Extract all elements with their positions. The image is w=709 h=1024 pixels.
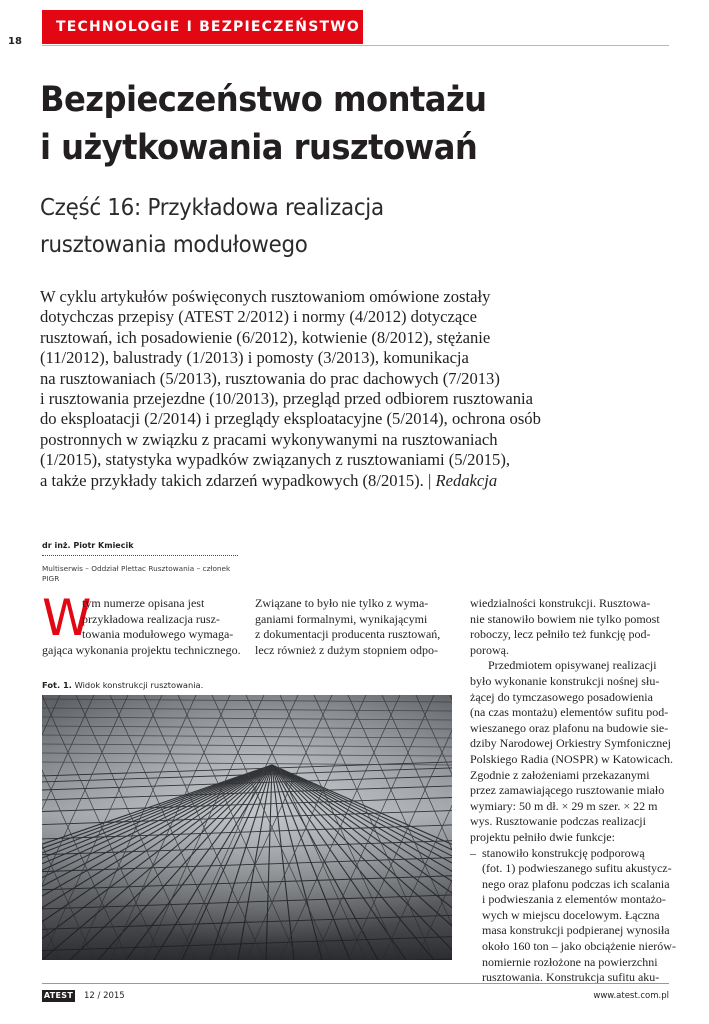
lead-paragraph [40,287,600,491]
body-line: porową. [470,642,509,657]
body-line: Zgodnie z założeniami przekazanymi [470,767,650,782]
lead-signature: Redakcja [435,470,498,490]
atest-logo: ATEST [43,991,74,1000]
subtitle-line-2: rusztowania modułowego [40,232,308,258]
body-line: było wykonanie konstrukcji nośnej słu- [470,673,660,688]
article-subtitle [40,190,635,264]
body-line: wych w miejscu docelowym. Łączna [470,907,660,922]
title-line-1: Bezpieczeństwo montażu [40,80,487,120]
title-line-2: i użytkowania rusztowań [40,128,478,168]
photo-label: Fot. 1. [42,680,72,690]
body-line: wieszanego oraz plafonu na budowie sie- [470,720,669,735]
article-title [40,76,629,172]
lead-line: na rusztowaniach (5/2013), rusztowania do prac dachowych (7/2013) [40,368,500,388]
body-line: Związane to było nie tylko z wyma- [255,596,429,610]
lead-line: (11/2012), balustrady (1/2013) i pomosty (3/2013), komunikacja [40,348,469,368]
website-link[interactable]: www.atest.com.pl [593,991,669,1001]
body-line: przez zamawiającego rusztowanie miało [470,783,665,798]
author-name: dr inż. Piotr Kmiecik [42,541,238,556]
lead-line: i rusztowania przejezdne (10/2013), przegląd przed odbiorem rusztowania [40,389,534,409]
body-line: wiedzialności konstrukcji. Rusztowa- [470,596,651,610]
scaffolding-photo-image [42,695,452,960]
body-line: rusztowania. Konstrukcja sufitu aku- [470,970,660,985]
lead-last-text: a także przykłady takich zdarzeń wypadkowych (8/2015). | [40,470,432,490]
body-line: nie stanowiło bowiem nie tylko pomost [470,611,660,626]
lead-line: do eksploatacji (2/2014) i przeglądy eksploatacyjne (5/2014), ochrona osób [40,409,541,429]
body-line: i podwieszania z elementów montażo- [470,892,666,907]
author-affiliation [42,564,252,584]
issue-number: 12 / 2015 [84,991,125,1001]
affiliation-line-1: Multiserwis – Oddział Plettac Rusztowania – członek [42,564,231,573]
column-2 [255,596,455,658]
body-line: dziby Narodowej Orkiestry Symfonicznej [470,736,671,751]
footer-rule [42,983,669,984]
section-label-box [42,10,363,44]
photo-caption [42,680,203,690]
scaffolding-photo [42,695,452,960]
photo-caption-text: Widok konstrukcji rusztowania. [74,680,204,690]
lead-line: W cyklu artykułów poświęconych rusztowaniom omówione zostały [40,287,491,306]
body-line: tym numerze opisana jest [82,596,205,610]
body-line: (fot. 1) podwieszanego sufitu akustycz- [470,861,672,876]
body-line: (na czas montażu) elementów sufitu pod- [470,705,669,720]
section-banner [42,10,669,46]
body-line: Polskiego Radia (NOSPR) w Katowicach. [470,751,673,766]
lead-last-line [40,471,600,491]
section-label: TECHNOLOGIE I BEZPIECZEŃSTWO [56,19,360,35]
body-line: żącej do tymczasowego posadowienia [470,689,653,704]
column-3 [470,596,676,986]
body-line: ganiami formalnymi, wynikającymi [255,611,428,626]
body-line: nomiernie rozłożone na powierzchni [470,954,658,969]
lead-line: (1/2015), statystyka wypadków związanych z rusztowaniami (5/2015), [40,450,511,470]
subtitle-line-1: Część 16: Przykładowa realizacja [40,195,384,221]
body-line: projektu pełniło dwie funkcje: [470,829,615,844]
body-line: z dokumentacji producenta rusztowań, [255,627,441,642]
lead-line: dotychczas przepisy (ATEST 2/2012) i normy (4/2012) dotyczące [40,307,478,327]
body-line: wymiary: 50 m dł. × 29 m szer. × 22 m [470,798,658,813]
body-line: lecz również z dużym stopniem odpo- [255,642,438,657]
body-line: towania modułowego wymaga- [82,627,234,642]
body-line: roboczy, lecz pełniło też funkcję pod- [470,627,651,642]
column-1 [42,589,242,658]
body-line: – stanowiło konstrukcję podporową [470,845,645,860]
body-line: masa konstrukcji podpieranej wynosiła [470,923,670,938]
lead-line: rusztowań, ich posadowienie (6/2012), kotwienie (8/2012), stężanie [40,327,491,347]
body-line: gająca wykonania projektu technicznego. [42,642,241,657]
body-line: nego oraz plafonu podczas ich scalania [470,876,670,891]
body-line: wys. Rusztowanie podczas realizacji [470,814,646,829]
drop-cap: W [42,589,92,647]
page-number: 18 [8,36,22,47]
body-line: przykładowa realizacja rusz- [82,611,220,626]
lead-line: postronnych w związku z pracami wykonywanymi na rusztowaniach [40,429,498,449]
affiliation-line-2: PIGR [42,574,60,583]
body-line: Przedmiotem opisywanej realizacji [470,658,657,673]
body-line: około 160 ton – jako obciążenie nierów- [470,939,676,954]
